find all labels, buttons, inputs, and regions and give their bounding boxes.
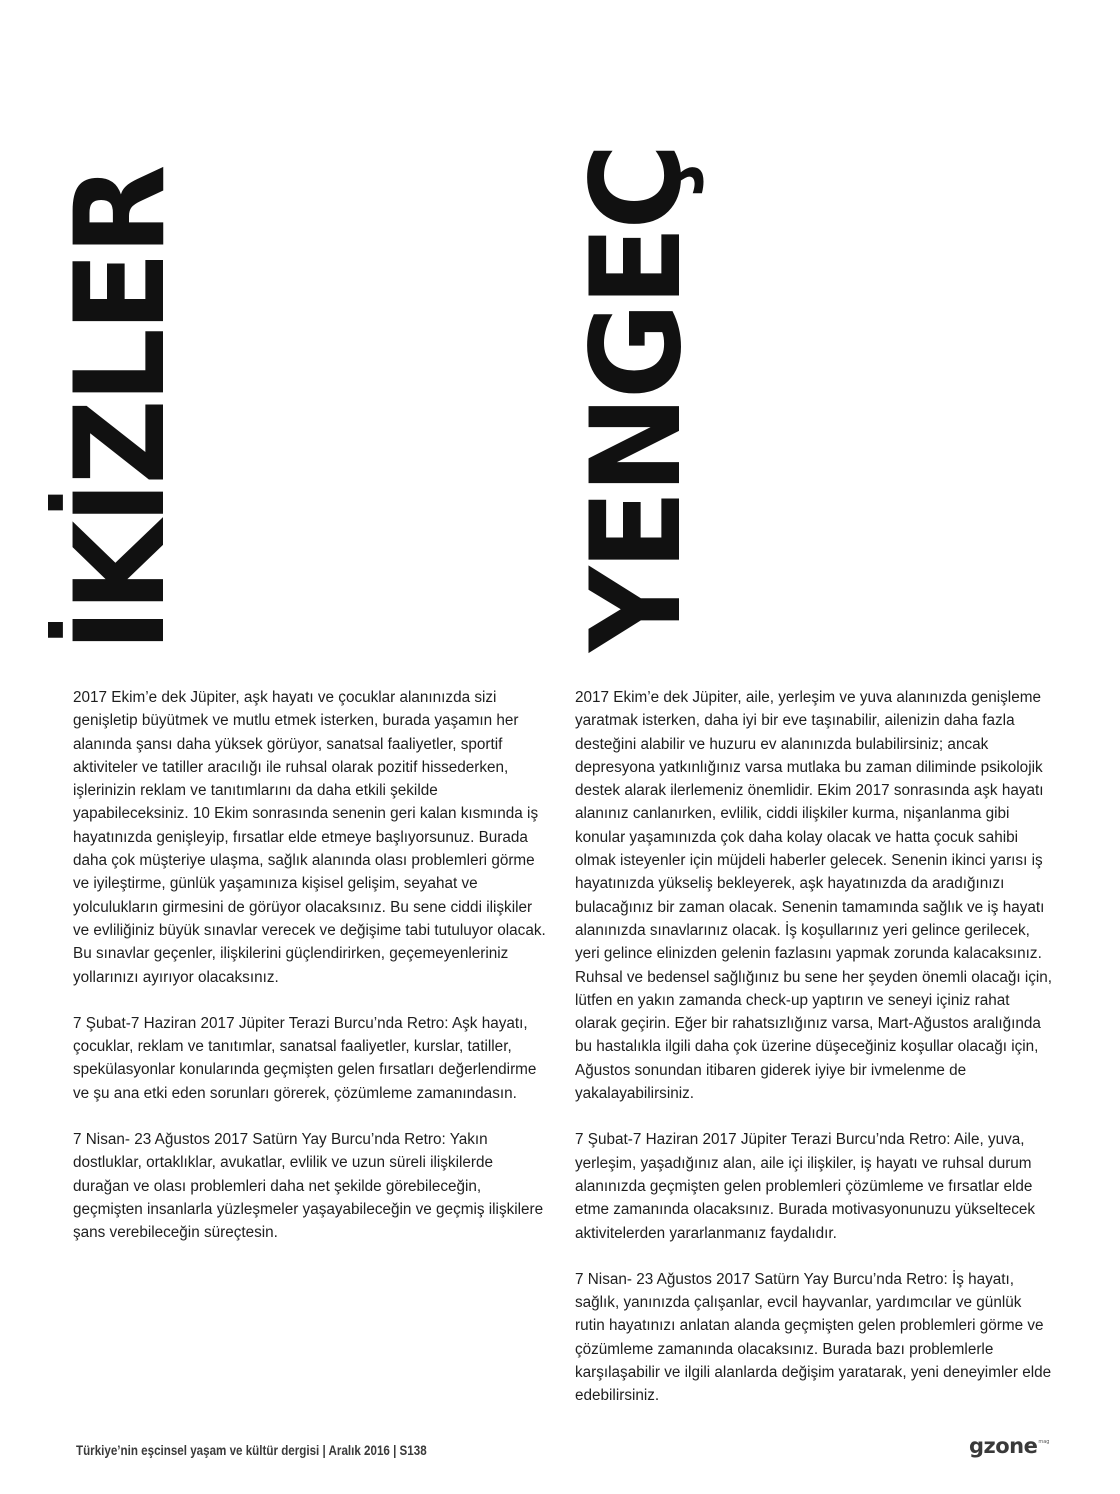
right-column-text (575, 686, 1053, 1431)
right-paragraph-2: 7 Şubat-7 Haziran 2017 Jüpiter Terazi Burcu’nda Retro: Aile, yuva, yerleşim, yaşadığınız alan, aile içi ilişkiler, iş hayatı ve ruhsal durum alanınızda geçmişten gelen problemleri çözümleme ve fırsatlar elde etme zamanında olacaksınız. Burada motivasyonunuzu yükseltecek aktivitelerden yararlanmanız faydalıdır. (575, 1131, 1036, 1242)
right-paragraph-3: 7 Nisan- 23 Ağustos 2017 Satürn Yay Burcu’nda Retro: İş hayatı, sağlık, yanınızda çalışanlar, evcil hayvanlar, yardımcılar ve günlük rutin hayatınızı anlatan alanda geçmişten gelen problemleri görme ve çözümleme zamanında olacaksınız. Burada bazı problemlerle karşılaşabilir ve ilgili alanlarda değişim yaratarak, yeni deneyimler elde edebilirsiniz. (575, 1270, 1052, 1405)
sign-title-yengec: YENGEÇ (563, 147, 709, 652)
sign-title-ikizler: İKİZLER (47, 168, 193, 652)
logo-superscript: mag (1038, 1439, 1050, 1445)
left-paragraph-1: 2017 Ekim’e dek Jüpiter, aşk hayatı ve çocuklar alanınızda sizi genişletip büyütmek ve mutlu etmek isterken, burada yaşamın her alanında şansı daha yüksek görüyor, sanatsal faaliyetler, sportif aktiviteler ve tatiller aracılığı ile ruhsal olarak pozitif hissederken, işlerinizin reklam ve tanıtımlarını da daha etkili şekilde yapabileceksiniz. 10 Ekim sonrasında senenin geri kalan kısmında iş hayatınızda genişleyip, fırsatlar elde etmeye başlıyorsunuz. Burada daha çok müşteriye ulaşma, sağlık alanında olası problemleri görme ve iyileştirme, günlük yaşamınıza kişisel gelişim, seyahat ve yolculukların girmesini de görüyor olacaksınız. Bu sene ciddi ilişkiler ve evliliğiniz büyük sınavlar verecek ve değişime tabi tutuluyor olacak. Bu sınavlar geçenler, ilişkilerini güçlendirirken, geçemeyenleriniz yollarınızı ayırıyor olacaksınız. (73, 689, 546, 986)
footer-magazine-info: Türkiye’nin eşcinsel yaşam ve kültür dergisi | Aralık 2016 | S138 (76, 1443, 427, 1458)
right-paragraph-1: 2017 Ekim’e dek Jüpiter, aile, yerleşim ve yuva alanınızda genişleme yaratmak isterken, daha iyi bir eve taşınabilir, ailenizin daha fazla desteğini alabilir ve huzuru ev alanınızda bulabilirsiniz; ancak depresyona yatkınlığınız varsa mutlaka bu zaman diliminde psikolojik destek alarak ilerlemeniz önemlidir. Ekim 2017 sonrasında aşk hayatı alanınız canlanırken, evlilik, ciddi ilişkiler kurma, nişanlanma gibi konular yaşamınızda çok daha kolay olacak ve hatta çocuk sahibi olmak isteyenler için müjdeli haberler gelecek. Senenin ikinci yarısı iş hayatınızda yükseliş bekleyerek, aşk hayatınızda da aradığınızı bulacağınız bir zaman olacak. Senenin tamamında sağlık ve iş hayatı alanınızda sınavlarınız olacak. İş koşullarınız yeri gelince gerilecek, yeri gelince elinizden gelenin fazlasını yapmak zorunda kalacaksınız. Ruhsal ve bedensel sağlığınız bu sene her şeyden önemli olacağı için, lütfen en yakın zamanda check-up yaptırın ve seneyi içiniz rahat olarak geçirin. Eğer bir rahatsızlığınız varsa, Mart-Ağustos aralığında bu hastalıkla ilgili daha çok üzerine düşeceğiniz koşullar olacağı için, Ağustos sonundan itibaren giderek iyiye bir ivmelenme de yakalayabilirsiniz. (575, 689, 1053, 1103)
logo-wordmark: gzone (969, 1434, 1038, 1458)
gzone-logo (969, 1436, 1049, 1457)
left-paragraph-3: 7 Nisan- 23 Ağustos 2017 Satürn Yay Burcu’nda Retro: Yakın dostluklar, ortaklıklar, avukatlar, evlilik ve uzun süreli ilişkilerde durağan ve olası problemleri daha net şekilde görebileceğin, geçmişten insanlarla yüzleşmeler yaşayabileceğin ve geçmiş ilişkilere şans verebileceğin süreçtesin. (73, 1131, 544, 1242)
left-paragraph-2: 7 Şubat-7 Haziran 2017 Jüpiter Terazi Burcu’nda Retro: Aşk hayatı, çocuklar, reklam ve tanıtımlar, sanatsal faaliyetler, kurslar, tatiller, spekülasyonlar konularında geçmişten gelen fırsatları değerlendirme ve şu ana etki eden sorunları görerek, çözümleme zamanındasın. (73, 1014, 537, 1102)
left-column-text (73, 686, 547, 1268)
